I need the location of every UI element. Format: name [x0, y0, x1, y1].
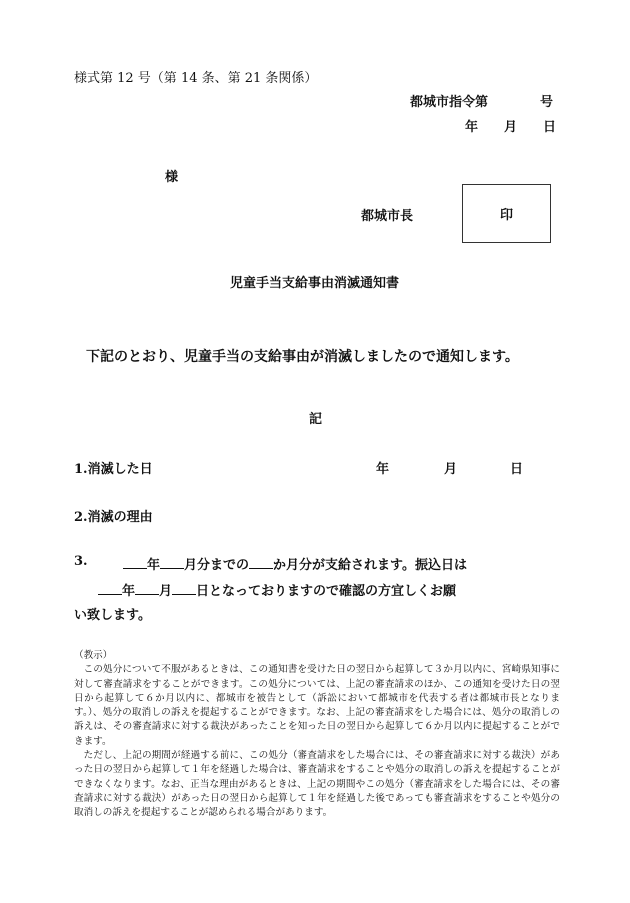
item3-month-until: 月分までの	[184, 558, 250, 573]
form-label: 様式第 12 号（第 14 条、第 21 条関係）	[74, 71, 318, 86]
notice-heading: （教示）	[74, 650, 113, 661]
sender-name: 都城市長	[361, 209, 414, 224]
notice-paragraph-2: ただし、上記の期間が経過する前に、この処分（審査請求をした場合には、その審査請求に対する裁決）があった日の翌日から起算して１年を経過した場合は、審査請求をすることや処分の取消しの訴えを提起することができなくなります。なお、正当な理由があるときは、上記の期間やこの処分（審査請求をした場合には、その審査請求に対する裁決）があった日の翌日から起算して１年を経過した後であっても審査請求をすることや処分の取消しの訴えを提起することが認められる場合があります。	[74, 750, 560, 819]
item3-month-blank	[160, 554, 184, 569]
document-title: 児童手当支給事由消滅通知書	[230, 276, 400, 291]
issue-date: 年 月 日	[465, 120, 557, 135]
item1-label: 1.消滅した日	[74, 462, 153, 477]
notice-paragraph-1: この処分について不服があるときは、この通知書を受けた日の翌日から起算して３か月以内に、宮崎県知事に対して審査請求をすることができます。この処分については、上記の審査請求のほか、この通知を受けた日の翌日から起算して６か月以内に、都城市を被告として（訴訟において都城市を代表する者は都城市長となります。）、処分の取消しの訴えを提起することができます。なお、上記の審査請求をした場合には、処分の取消しの訴えは、その審査請求に対する裁決があったことを知った日の翌日から起算して６か月以内に提起することができます。	[74, 664, 560, 747]
item1-year: 年	[376, 462, 390, 477]
item3-count-blank	[249, 554, 273, 569]
doc-number: 都城市指令第 号	[410, 95, 554, 110]
addressee-honorific: 様	[165, 170, 179, 185]
ki-heading: 記	[309, 412, 323, 427]
item3-year2-blank	[98, 580, 122, 595]
seal-box: 印	[462, 184, 551, 243]
item3-line2	[98, 580, 456, 599]
item3-day2-blank	[172, 580, 196, 595]
item3-number: 3.	[74, 554, 88, 569]
item2-label: 2.消滅の理由	[74, 510, 153, 525]
item3-year: 年	[147, 558, 161, 573]
item3-line1	[123, 554, 467, 573]
item1-day: 日	[510, 462, 524, 477]
item1-month: 月	[444, 462, 458, 477]
item3-year-blank	[123, 554, 147, 569]
item3-day-confirm: 日となっておりますので確認の方宜しくお願	[196, 584, 457, 599]
item3-end: い致します。	[74, 608, 151, 623]
item3-month2: 月	[159, 584, 173, 599]
notice-block	[74, 649, 560, 821]
item3-months-paid: か月分が支給されます。振込日は	[273, 558, 467, 573]
item3-month2-blank	[135, 580, 159, 595]
intro-text: 下記のとおり、児童手当の支給事由が消滅しましたので通知します。	[86, 349, 519, 365]
item3-year2: 年	[122, 584, 136, 599]
